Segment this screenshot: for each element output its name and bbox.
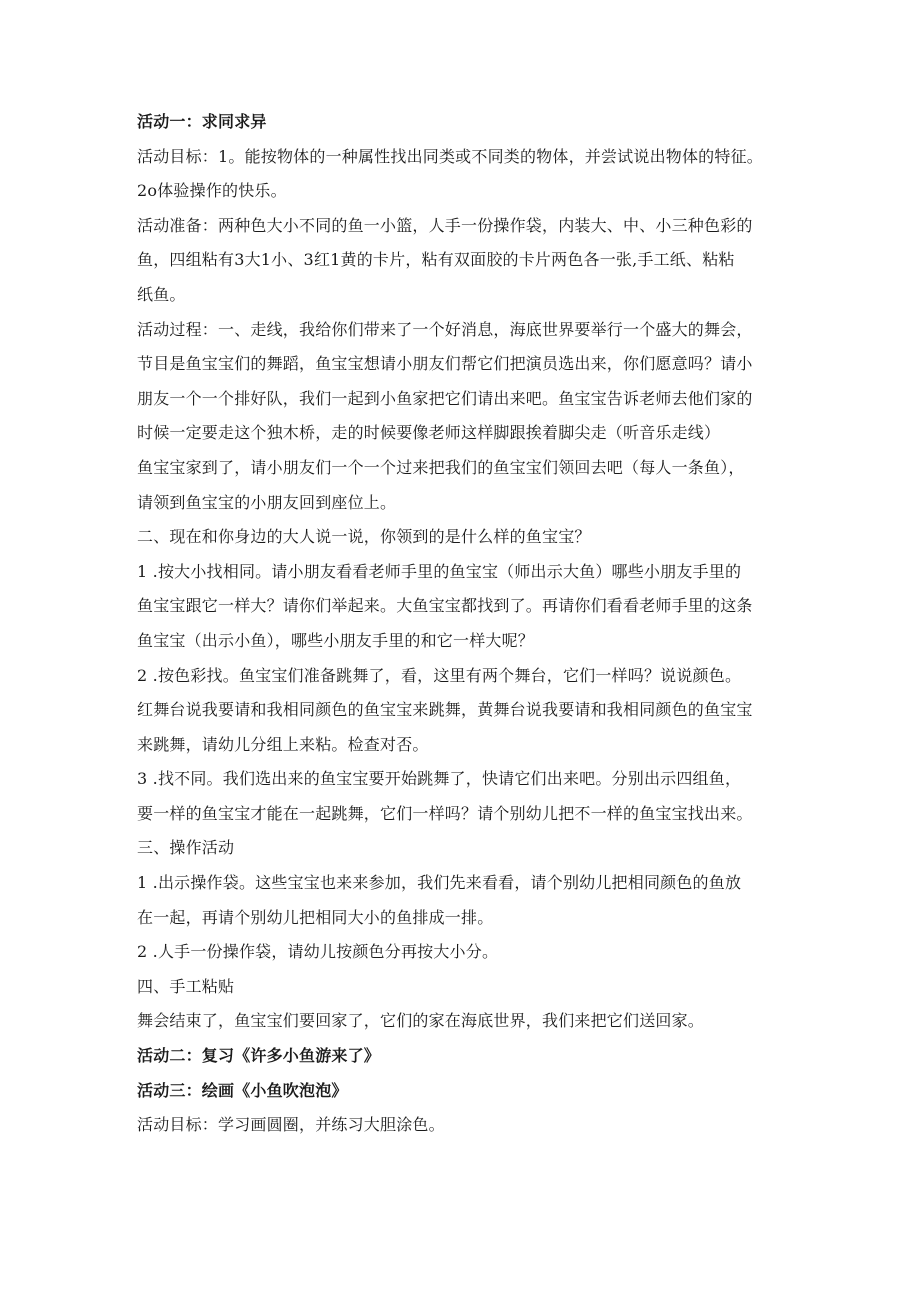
text-line: 三、操作活动 [137, 838, 235, 858]
text-line: 鱼宝宝家到了，请小朋友们一个一个过来把我们的鱼宝宝们领回去吧（每人一条鱼）， [137, 457, 745, 477]
text-line: 2o体验操作的快乐。 [137, 181, 287, 201]
text-line: 来跳舞，请幼儿分组上来粘。检查对否。 [137, 734, 429, 754]
document-page [137, 105, 797, 1143]
text-line: 要一样的鱼宝宝才能在一起跳舞，它们一样吗？请个别幼儿把不一样的鱼宝宝找出来。 [137, 803, 753, 823]
text-line: 2 .按色彩找。鱼宝宝们准备跳舞了，看，这里有两个舞台，它们一样吗？说说颜色。 [137, 665, 742, 685]
text-line: 1 .出示操作袋。这些宝宝也来来参加，我们先来看看，请个别幼儿把相同颜色的鱼放 [137, 873, 742, 893]
text-line: 鱼，四组粘有3大1小、3红1黄的卡片，粘有双面胶的卡片两色各一张,手工纸、粘粘 [137, 250, 735, 270]
text-line: 节目是鱼宝宝们的舞蹈，鱼宝宝想请小朋友们帮它们把演员选出来，你们愿意吗？请小 [137, 354, 753, 374]
text-line: 请领到鱼宝宝的小朋友回到座位上。 [137, 492, 397, 512]
text-line: 鱼宝宝跟它一样大？请你们举起来。大鱼宝宝都找到了。再请你们看看老师手里的这条 [137, 596, 753, 616]
text-line: 活动目标：学习画圆圈，并练习大胆涂色。 [137, 1115, 445, 1135]
text-line: 3 .找不同。我们选出来的鱼宝宝要开始跳舞了，快请它们出来吧。分别出示四组鱼， [137, 769, 742, 789]
text-line: 四、手工粘贴 [137, 976, 235, 996]
text-line: 二、现在和你身边的大人说一说，你领到的是什么样的鱼宝宝？ [137, 527, 591, 547]
text-line: 时候一定要走这个独木桥，走的时候要像老师这样脚跟挨着脚尖走（听音乐走线） [137, 423, 721, 443]
text-line: 在一起，再请个别幼儿把相同大小的鱼排成一排。 [137, 907, 494, 927]
text-line: 舞会结束了，鱼宝宝们要回家了，它们的家在海底世界，我们来把它们送回家。 [137, 1011, 705, 1031]
text-line: 鱼宝宝（出示小鱼），哪些小朋友手里的和它一样大呢？ [137, 630, 535, 650]
text-line: 红舞台说我要请和我相同颜色的鱼宝宝来跳舞，黄舞台说我要请和我相同颜色的鱼宝宝 [137, 700, 753, 720]
section-heading: 活动一：求同求异 [137, 112, 267, 131]
text-line: 活动准备：两种色大小不同的鱼一小篮，人手一份操作袋，内装大、中、小三种色彩的 [137, 215, 753, 235]
section-heading: 活动三：绘画《小鱼吹泡泡》 [137, 1080, 348, 1100]
text-line: 活动过程：一、走线，我给你们带来了一个好消息，海底世界要举行一个盛大的舞会， [137, 319, 753, 339]
text-line: 活动目标：1。能按物体的一种属性找出同类或不同类的物体，并尝试说出物体的特征。 [137, 146, 763, 166]
text-line: 朋友一个一个排好队，我们一起到小鱼家把它们请出来吧。鱼宝宝告诉老师去他们家的 [137, 388, 753, 408]
text-line: 1 .按大小找相同。请小朋友看看老师手里的鱼宝宝（师出示大鱼）哪些小朋友手里的 [137, 561, 742, 581]
text-line: 纸鱼。 [137, 284, 186, 304]
text-line: 2 .人手一份操作袋，请幼儿按颜色分再按大小分。 [137, 942, 499, 962]
section-heading: 活动二：复习《许多小鱼游来了》 [137, 1046, 381, 1066]
